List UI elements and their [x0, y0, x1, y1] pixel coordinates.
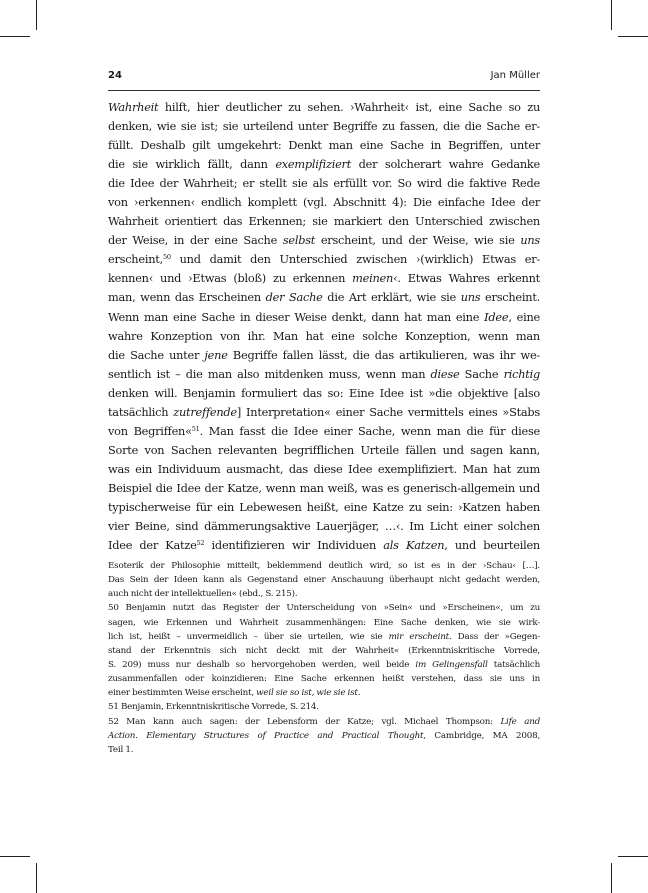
body-line: [108, 308, 540, 327]
emphasis: exemplifiziert: [275, 157, 352, 172]
text-run: erscheint,: [108, 252, 163, 267]
body-line: [108, 365, 540, 384]
text-run: Wahrheit orientiert das Erkennen; sie markiert den Unterschied zwischen: [108, 214, 540, 229]
text-run: 52 Man kann auch sagen: der Lebensform der Katze; vgl. Michael Thompson:: [108, 716, 501, 727]
body-line: [108, 536, 540, 555]
footnote-line: [108, 644, 540, 658]
body-text: [108, 98, 540, 555]
emphasis: selbst: [282, 233, 316, 248]
crop-mark-top-left: [36, 0, 37, 30]
footnote-line: [108, 601, 540, 615]
emphasis: der Sache: [265, 290, 323, 305]
text-run: füllt. Deshalb gilt umgekehrt: Denkt man eine Sache in Begriffen, unter: [108, 138, 540, 153]
emphasis: Idee: [484, 309, 509, 324]
page-number: 24: [108, 70, 122, 81]
text-run: Idee der Katze: [108, 538, 197, 553]
text-run: , eine: [508, 309, 540, 324]
text-run: einer bestimmten Weise erscheint,: [108, 688, 257, 699]
text-run: denken, wie sie ist; sie urteilend unter Begriffe zu fassen, die die Sache er-: [108, 119, 540, 134]
body-line: [108, 441, 540, 460]
body-line: [108, 174, 540, 193]
body-line: [108, 98, 540, 117]
body-line: [108, 403, 540, 422]
text-run: hilft, hier deutlicher zu sehen. ›Wahrheit‹ ist, eine Sache so zu: [158, 100, 540, 114]
text-run: lich ist, heißt – unvermeidlich – über sie urteilen, wie sie: [108, 631, 389, 642]
crop-mark-top-right-h: [618, 36, 648, 37]
text-run: sagen, wie Erkennen und Wahrheit zusammenhängen: Eine Sache denken, wie sie wirk-: [108, 617, 540, 628]
crop-mark-bottom-right-h: [618, 856, 648, 857]
text-run: Wenn man eine Sache in dieser Weise denkt, dann hat man eine: [108, 309, 485, 324]
text-run: von Begriffen«: [108, 423, 192, 438]
emphasis: meinen: [352, 271, 394, 286]
text-run: zusammenfallen oder koinzidieren: Eine Sache erkennen heißt verstehen, dass sie uns in: [108, 674, 540, 685]
footnote-line: [108, 686, 540, 700]
text-run: wahre Konzeption von ihr. Man hat eine solche Konzeption, wenn man: [108, 328, 540, 343]
footnote-line: [108, 729, 540, 743]
text-run: tatsächlich: [108, 404, 174, 419]
text-run: 50 Benjamin nutzt das Register der Unterscheidung von »Sein« und »Erscheinen«, um zu: [108, 603, 540, 614]
footnote-line: [108, 616, 540, 630]
emphasis: weil sie so ist, wie sie ist: [256, 688, 358, 699]
body-line: [108, 117, 540, 136]
text-run: . Dass der »Gegen-: [448, 631, 540, 642]
footnote-line: [108, 715, 540, 729]
text-run: S. 209) muss nur deshalb so hervorgehoben werden, weil beide: [108, 659, 416, 670]
text-run: 51 Benjamin, Erkenntniskritische Vorrede, S. 214.: [108, 702, 319, 713]
body-line: [108, 250, 540, 269]
crop-mark-top-left-h: [0, 36, 30, 37]
text-run: Esoterik der Philosophie mitteilt, beklemmend deutlich wird, so ist es in der ›Schau‹ […].: [108, 561, 540, 571]
running-header: [108, 70, 540, 86]
header-rule: [108, 90, 540, 91]
text-run: Teil 1.: [108, 744, 134, 755]
text-run: , und beurteilen: [444, 538, 540, 553]
body-line: [108, 346, 540, 365]
text-run: Beispiel die Idee der Katze, wenn man weiß, was es generisch-allgemein und: [108, 480, 540, 495]
text-run: Begriffe fallen lässt, die das artikulieren, was ihr we-: [227, 347, 540, 362]
footnotes: [108, 559, 540, 757]
text-run: die Art erklärt, wie sie: [322, 290, 461, 305]
text-run: . Man fasst die Idee einer Sache, wenn man die für diese: [199, 423, 540, 438]
body-line: [108, 288, 540, 307]
footnote-line: [108, 573, 540, 587]
body-line: [108, 422, 540, 441]
body-line: [108, 460, 540, 479]
body-line: [108, 384, 540, 403]
text-run: die Sache unter: [108, 347, 205, 362]
text-run: der solcherart wahre Gedanke: [351, 157, 540, 172]
body-line: [108, 498, 540, 517]
text-run: erscheint.: [480, 290, 540, 305]
text-run: man, wenn das Erscheinen: [108, 290, 266, 305]
body-line: [108, 517, 540, 536]
body-line: [108, 155, 540, 174]
running-header-author: Jan Müller: [490, 70, 540, 81]
text-run: und damit den Unterschied zwischen ›(wirklich) Etwas er-: [170, 252, 540, 267]
text-run: die Idee der Wahrheit; er stellt sie als erfüllt vor. So wird die faktive Rede: [108, 176, 540, 191]
emphasis: uns: [460, 290, 481, 305]
text-run: der Weise, in der eine Sache: [108, 233, 283, 248]
emphasis: mir erscheint: [388, 631, 449, 642]
text-run: , Cambridge, MA 2008,: [423, 730, 540, 741]
footnote-ref: 52: [196, 539, 205, 548]
text-run: denken will. Benjamin formuliert das so: Eine Idee ist »die objektive [also: [108, 385, 540, 400]
crop-mark-bottom-right: [611, 863, 612, 893]
body-line: [108, 193, 540, 212]
emphasis: Action. Elementary Structures of Practice and Practical Thought: [108, 730, 424, 741]
body-line: [108, 212, 540, 231]
text-run: die sie wirklich fällt, dann: [108, 157, 276, 172]
emphasis: richtig: [503, 366, 541, 381]
text-run: Sache: [459, 366, 504, 381]
body-line: [108, 479, 540, 498]
crop-mark-bottom-left: [36, 863, 37, 893]
text-run: Das Sein der Ideen kann als Gegenstand einer Anschauung überhaupt nicht gedacht werden,: [108, 575, 540, 586]
body-line: [108, 136, 540, 155]
text-run: vier Beine, sind dämmerungsaktive Lauerjäger, …‹. Im Licht einer solchen: [108, 519, 540, 534]
text-run: identifizieren wir Individuen: [204, 538, 384, 553]
text-run: stand der Erkenntnis sich nicht deckt mit der Wahrheit« (Erkenntniskritische Vorrede,: [108, 645, 540, 656]
emphasis: uns: [520, 233, 540, 248]
text-run: ‹. Etwas Wahres erkennt: [393, 271, 540, 286]
emphasis: Wahrheit: [108, 100, 159, 114]
footnote-line: [108, 658, 540, 672]
crop-mark-bottom-left-h: [0, 856, 30, 857]
emphasis: jene: [204, 347, 228, 362]
emphasis: zutreffende: [173, 404, 237, 419]
text-run: .: [357, 688, 361, 699]
footnote-ref: 51: [191, 424, 200, 433]
text-run: typischerweise für ein Lebewesen heißt, eine Katze zu sein: ›Katzen haben: [108, 499, 540, 514]
footnote-line: [108, 672, 540, 686]
text-run: erscheint, und der Weise, wie sie: [315, 233, 521, 248]
body-line: [108, 269, 540, 288]
footnote-ref: 50: [162, 253, 171, 262]
text-run: sentlich ist – die man also mitdenken muss, wenn man: [108, 366, 431, 381]
emphasis: als Katzen: [383, 538, 445, 553]
text-run: Sorte von Sachen relevanten begrifflichen Urteile fällen und sagen kann,: [108, 442, 540, 457]
text-run: tatsächlich: [487, 659, 540, 670]
text-run: was ein Individuum ausmacht, das diese Idee exemplifiziert. Man hat zum: [108, 461, 540, 476]
body-line: [108, 231, 540, 250]
text-run: kennen‹ und ›Etwas (bloß) zu erkennen: [108, 271, 353, 286]
footnote-line: [108, 700, 540, 714]
emphasis: im Gelingensfall: [415, 659, 488, 670]
body-line: [108, 327, 540, 346]
text-run: von ›erkennen‹ endlich komplett (vgl. Abschnitt 4): Die einfache Idee der: [108, 195, 540, 210]
text-run: auch nicht der intellektuellen« (ebd., S. 215).: [108, 589, 298, 600]
crop-mark-top-right: [611, 0, 612, 30]
emphasis: diese: [430, 366, 460, 381]
emphasis: Life and: [500, 716, 540, 727]
footnote-line: [108, 743, 540, 757]
footnote-line: [108, 630, 540, 644]
footnote-line: [108, 587, 540, 601]
text-run: ] Interpretation« einer Sache vermittels eines »Stabs: [236, 404, 540, 419]
footnote-line: [108, 559, 540, 573]
